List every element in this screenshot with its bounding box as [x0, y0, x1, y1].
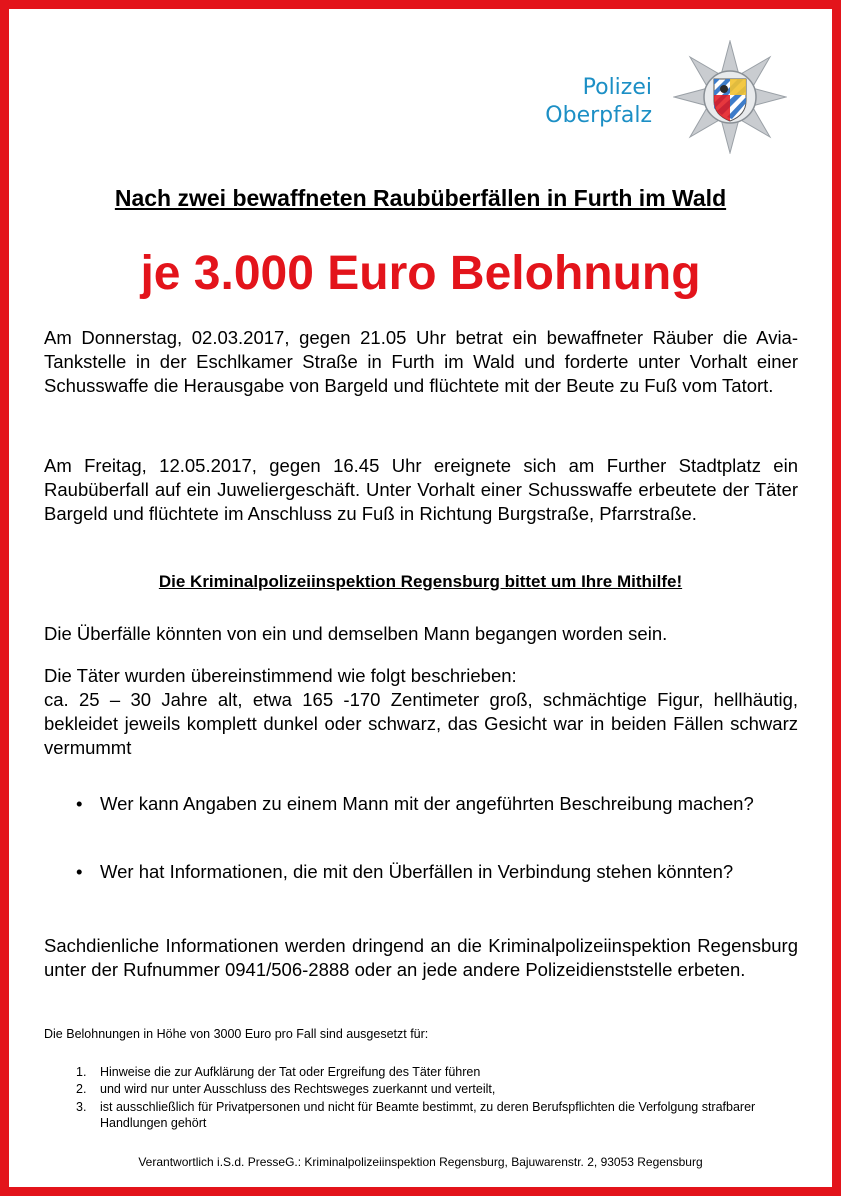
list-item — [76, 1064, 798, 1080]
condition-text: ist ausschließlich für Privatpersonen und nicht für Beamte bestimmt, zu deren Berufspflichten die Verfolgung strafbarer Handlungen gehört — [100, 1100, 756, 1130]
condition-number: 2. — [76, 1082, 87, 1096]
appeal-subheading: Die Kriminalpolizeiinspektion Regensburg bittet um Ihre Mithilfe! — [158, 572, 683, 591]
paragraph-same-offender: Die Überfälle könnten von ein und demselben Mann begangen worden sein. — [44, 623, 668, 644]
list-item — [76, 1099, 798, 1131]
description-intro: Die Täter wurden übereinstimmend wie folgt beschrieben: — [44, 665, 517, 686]
list-item — [76, 860, 798, 884]
condition-number: 3. — [76, 1100, 87, 1114]
bullet-text: Wer kann Angaben zu einem Mann mit der angeführten Beschreibung machen? — [100, 793, 754, 814]
headline: Nach zwei bewaffneten Raubüberfällen in Furth im Wald — [114, 185, 727, 211]
contact-paragraph: Sachdienliche Informationen werden dringend an die Kriminalpolizeiinspektion Regensburg unter der Rufnummer 0941/506-2888 oder an jede andere Polizeidienststelle erbeten. — [44, 935, 798, 980]
list-item — [76, 792, 798, 816]
condition-number: 1. — [76, 1065, 87, 1079]
condition-text: und wird nur unter Ausschluss des Rechtsweges zuerkannt und verteilt, — [100, 1082, 496, 1096]
police-star-badge-icon — [673, 40, 787, 154]
bullet-text: Wer hat Informationen, die mit den Überfällen in Verbindung stehen könnten? — [100, 861, 734, 882]
bullet-icon: • — [76, 793, 83, 814]
condition-text: Hinweise die zur Aufklärung der Tat oder Ergreifung des Täter führen — [100, 1065, 481, 1079]
legal-footer: Verantwortlich i.S.d. PresseG.: Kriminalpolizeiinspektion Regensburg, Bajuwarenstr. 2, 93053 Regensburg — [138, 1155, 703, 1169]
list-item — [76, 1081, 798, 1097]
paragraph-first-robbery: Am Donnerstag, 02.03.2017, gegen 21.05 Uhr betrat ein bewaffneter Räuber die Avia-Tankstelle in der Eschlkamer Straße in Furth im Wald und forderte unter Vorhalt einer Schusswaffe die Herausgabe von Bargeld und flüchtete mit der Beute zu Fuß vom Tatort. — [44, 327, 798, 396]
conditions-intro: Die Belohnungen in Höhe von 3000 Euro pro Fall sind ausgesetzt für: — [44, 1027, 429, 1041]
police-logo-text — [532, 74, 652, 130]
reward-title: je 3.000 Euro Belohnung — [140, 247, 701, 300]
offender-description: ca. 25 – 30 Jahre alt, etwa 165 -170 Zentimeter groß, schmächtige Figur, hellhäutig, bekleidet jeweils komplett dunkel oder schwarz, das Gesicht war in beiden Fällen schwarz vermummt — [44, 689, 798, 758]
logo-line-oberpfalz: Oberpfalz — [545, 103, 652, 128]
logo-line-polizei: Polizei — [582, 75, 652, 100]
paragraph-second-robbery: Am Freitag, 12.05.2017, gegen 16.45 Uhr ereignete sich am Further Stadtplatz ein Raubüberfall auf ein Juweliergeschäft. Unter Vorhalt einer Schusswaffe erbeutete der Täter Bargeld und flüchtete im Anschluss zu Fuß in Richtung Burgstraße, Pfarrstraße. — [44, 455, 798, 524]
bullet-icon: • — [76, 861, 83, 882]
